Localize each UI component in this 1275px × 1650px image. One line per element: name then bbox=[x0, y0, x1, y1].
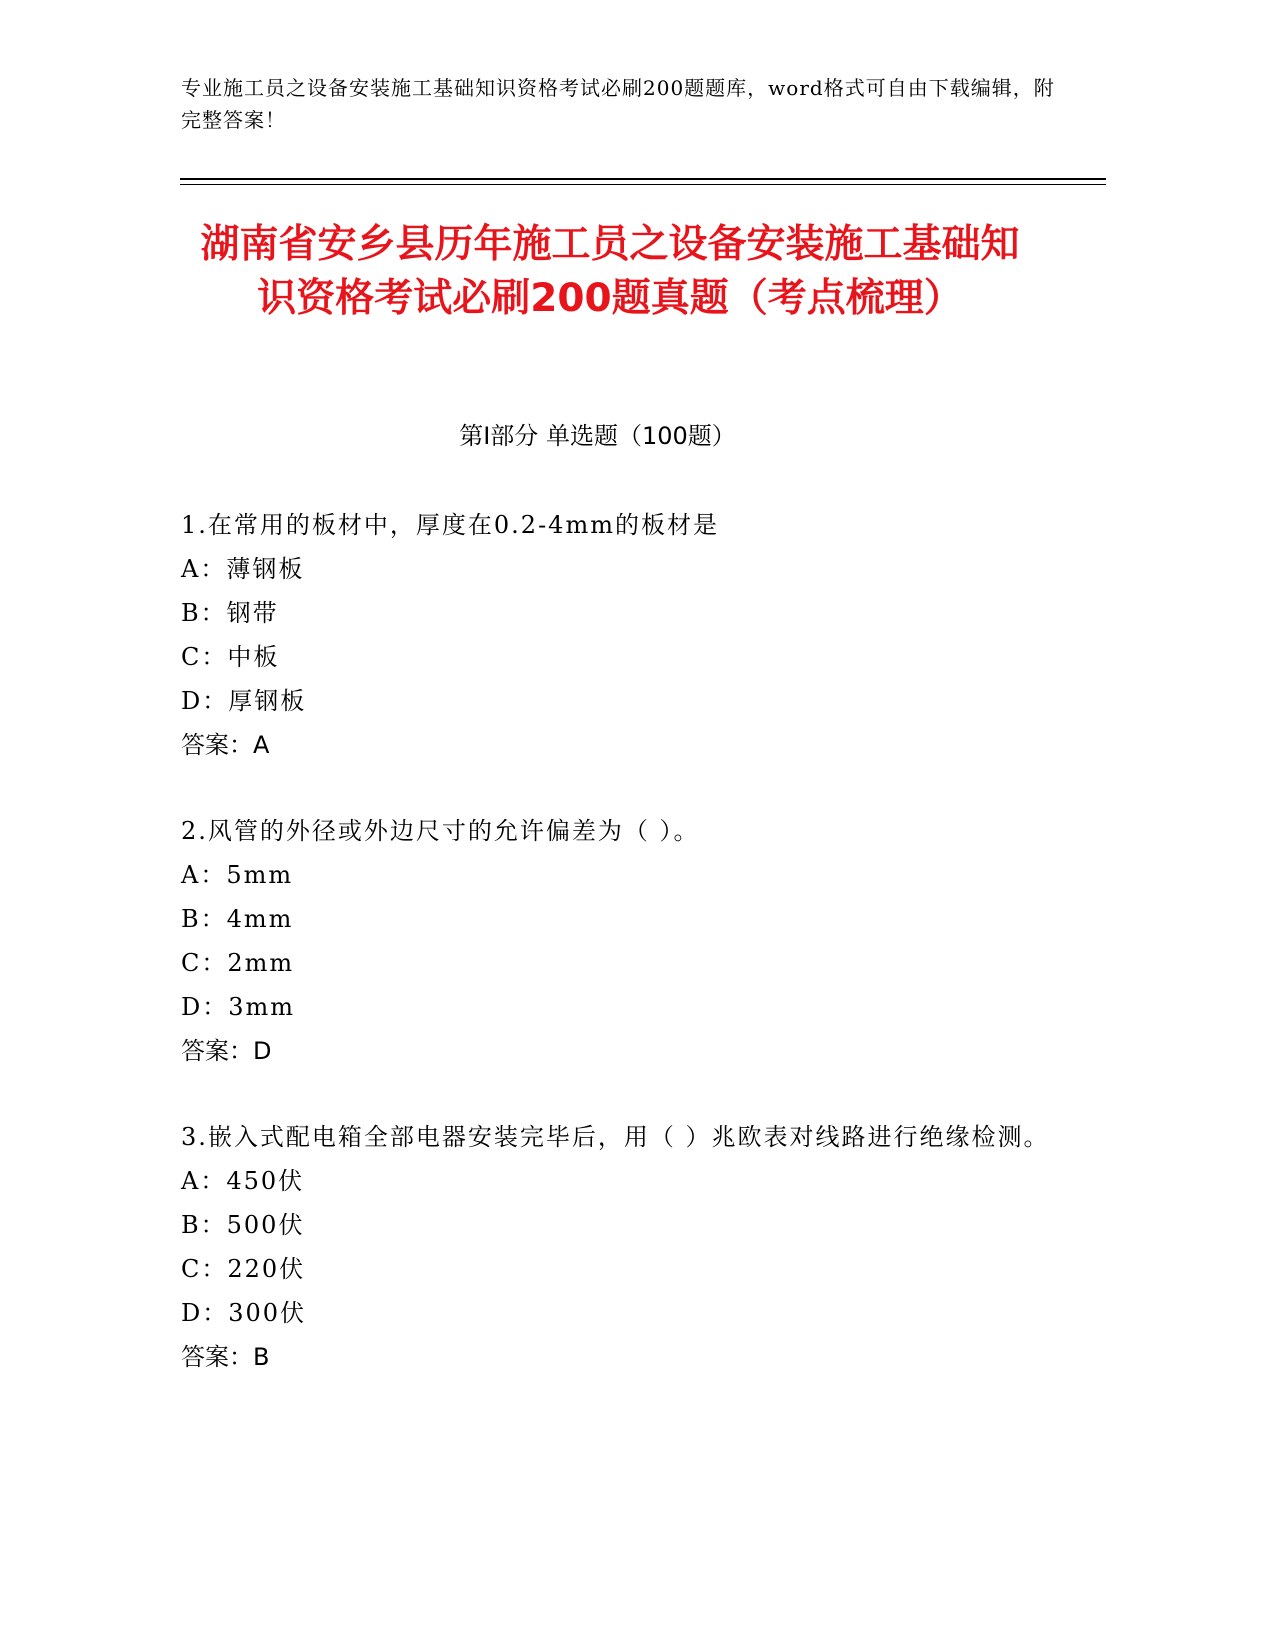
question-stem: 3.嵌入式配电箱全部电器安装完毕后，用（ ）兆欧表对线路进行绝缘检测。 bbox=[181, 1123, 1050, 1151]
option-a: A：5mm bbox=[181, 861, 294, 889]
option-d: D：3mm bbox=[181, 993, 296, 1021]
answer: 答案：A bbox=[181, 731, 270, 759]
answer: 答案：D bbox=[181, 1037, 272, 1065]
question-3 bbox=[181, 1115, 1061, 1379]
answer: 答案：B bbox=[181, 1343, 270, 1371]
option-b: B：500伏 bbox=[181, 1211, 305, 1239]
question-list bbox=[181, 503, 1061, 1421]
question-1 bbox=[181, 503, 1061, 767]
question-stem: 1.在常用的板材中，厚度在0.2-4mm的板材是 bbox=[181, 511, 719, 539]
header-divider-thin bbox=[180, 184, 1106, 185]
option-a: A：450伏 bbox=[181, 1167, 305, 1195]
option-c: C：220伏 bbox=[181, 1255, 306, 1283]
option-d: D：300伏 bbox=[181, 1299, 307, 1327]
header-note: 专业施工员之设备安装施工基础知识资格考试必刷200题题库，word格式可自由下载编辑，附完整答案！ bbox=[181, 76, 1055, 132]
option-b: B：4mm bbox=[181, 905, 294, 933]
option-c: C：中板 bbox=[181, 643, 280, 671]
document-title: 湖南省安乡县历年施工员之设备安装施工基础知识资格考试必刷200题真题（考点梳理） bbox=[200, 222, 1020, 321]
question-2 bbox=[181, 809, 1061, 1073]
option-c: C：2mm bbox=[181, 949, 295, 977]
question-stem: 2.风管的外径或外边尺寸的允许偏差为（ ）。 bbox=[181, 817, 700, 845]
option-d: D：厚钢板 bbox=[181, 687, 307, 715]
option-a: A：薄钢板 bbox=[181, 555, 305, 583]
option-b: B：钢带 bbox=[181, 599, 279, 627]
header-divider-thick bbox=[180, 178, 1106, 180]
section-heading: 第Ⅰ部分 单选题（100题） bbox=[459, 422, 736, 450]
